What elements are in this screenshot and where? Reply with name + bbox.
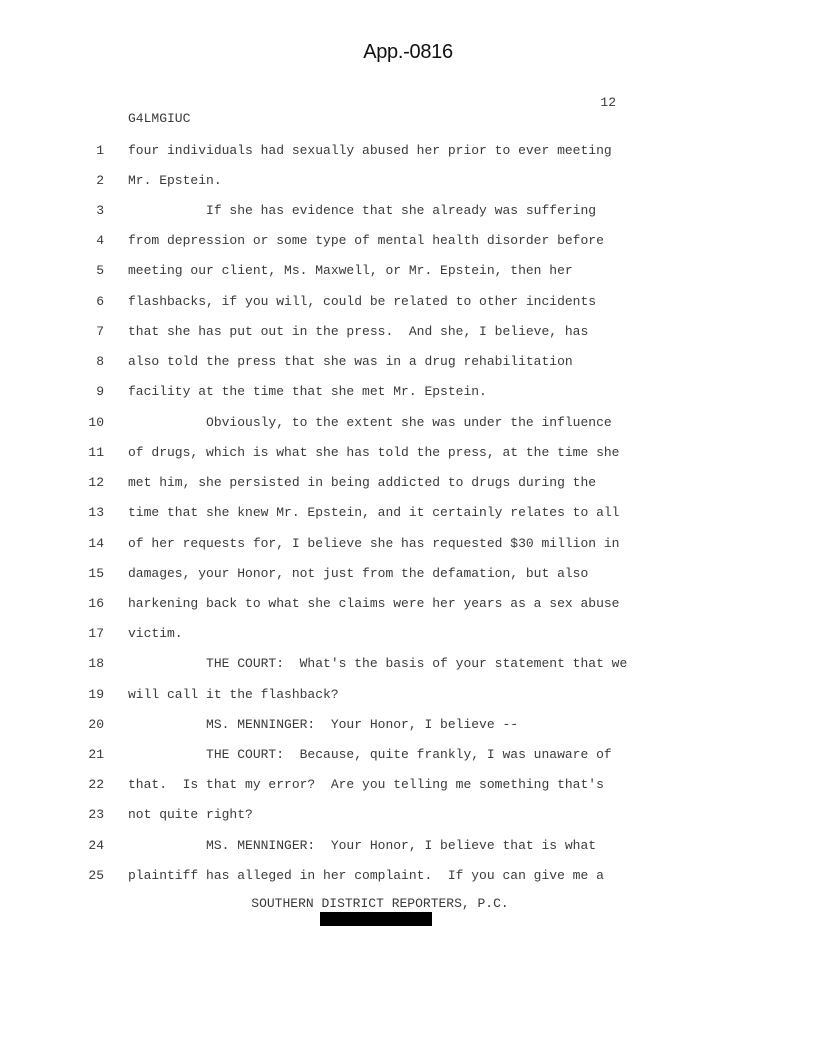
transcript-line xyxy=(0,747,816,765)
line-text: harkening back to what she claims were her years as a sex abuse xyxy=(128,596,620,611)
line-number: 17 xyxy=(88,626,104,641)
transcript-line xyxy=(0,233,816,251)
transcript-line xyxy=(0,868,816,886)
line-text: Mr. Epstein. xyxy=(128,173,222,188)
line-number: 14 xyxy=(88,536,104,551)
line-text: plaintiff has alleged in her complaint. If you can give me a xyxy=(128,868,604,883)
redaction-bar xyxy=(320,912,432,926)
line-number: 3 xyxy=(96,203,104,218)
transcript-line xyxy=(0,173,816,191)
exhibit-stamp: App.-0816 xyxy=(363,41,453,63)
line-number: 8 xyxy=(96,354,104,369)
line-text: THE COURT: What's the basis of your statement that we xyxy=(128,656,628,671)
transcript-line xyxy=(0,143,816,161)
line-number: 25 xyxy=(88,868,104,883)
transcript-line xyxy=(0,656,816,674)
transcript-line xyxy=(0,687,816,705)
line-text: four individuals had sexually abused her prior to ever meeting xyxy=(128,143,612,158)
transcript-line xyxy=(0,203,816,221)
line-text: facility at the time that she met Mr. Epstein. xyxy=(128,384,487,399)
transcript-line xyxy=(0,415,816,433)
line-text: will call it the flashback? xyxy=(128,687,339,702)
line-number: 16 xyxy=(88,596,104,611)
line-text: Obviously, to the extent she was under the influence xyxy=(128,415,612,430)
line-text: If she has evidence that she already was suffering xyxy=(128,203,597,218)
line-number: 23 xyxy=(88,807,104,822)
line-number: 24 xyxy=(88,838,104,853)
line-number: 18 xyxy=(88,656,104,671)
line-text: that she has put out in the press. And she, I believe, has xyxy=(128,324,589,339)
transcript-line xyxy=(0,505,816,523)
line-number: 11 xyxy=(88,445,104,460)
line-text: met him, she persisted in being addicted to drugs during the xyxy=(128,475,597,490)
page-number: 12 xyxy=(600,95,616,110)
transcript-line xyxy=(0,384,816,402)
transcript-line xyxy=(0,445,816,463)
line-number: 7 xyxy=(96,324,104,339)
line-text: flashbacks, if you will, could be related to other incidents xyxy=(128,294,597,309)
line-number: 9 xyxy=(96,384,104,399)
line-number: 21 xyxy=(88,747,104,762)
line-text: MS. MENNINGER: Your Honor, I believe that is what xyxy=(128,838,597,853)
transcript-line xyxy=(0,626,816,644)
line-number: 5 xyxy=(96,263,104,278)
line-text: THE COURT: Because, quite frankly, I was unaware of xyxy=(128,747,612,762)
line-number: 6 xyxy=(96,294,104,309)
reporter-footer: SOUTHERN DISTRICT REPORTERS, P.C. xyxy=(251,896,509,911)
line-number: 22 xyxy=(88,777,104,792)
line-text: that. Is that my error? Are you telling me something that's xyxy=(128,777,604,792)
transcript-line xyxy=(0,807,816,825)
transcript-line xyxy=(0,475,816,493)
line-text: time that she knew Mr. Epstein, and it certainly relates to all xyxy=(128,505,620,520)
line-number: 10 xyxy=(88,415,104,430)
transcript-line xyxy=(0,838,816,856)
line-text: victim. xyxy=(128,626,183,641)
line-text: from depression or some type of mental health disorder before xyxy=(128,233,604,248)
transcript-line xyxy=(0,294,816,312)
line-text: of drugs, which is what she has told the press, at the time she xyxy=(128,445,620,460)
transcript-line xyxy=(0,596,816,614)
line-number: 20 xyxy=(88,717,104,732)
transcript-line xyxy=(0,536,816,554)
line-number: 12 xyxy=(88,475,104,490)
transcript-code: G4LMGIUC xyxy=(128,111,191,126)
line-number: 15 xyxy=(88,566,104,581)
transcript-line xyxy=(0,777,816,795)
transcript-line xyxy=(0,324,816,342)
transcript-line xyxy=(0,263,816,281)
line-text: also told the press that she was in a drug rehabilitation xyxy=(128,354,573,369)
line-number: 4 xyxy=(96,233,104,248)
line-text: not quite right? xyxy=(128,807,253,822)
transcript-line xyxy=(0,566,816,584)
line-number: 2 xyxy=(96,173,104,188)
line-text: MS. MENNINGER: Your Honor, I believe -- xyxy=(128,717,519,732)
line-text: of her requests for, I believe she has requested $30 million in xyxy=(128,536,620,551)
transcript-line xyxy=(0,354,816,372)
transcript-line xyxy=(0,717,816,735)
line-text: damages, your Honor, not just from the defamation, but also xyxy=(128,566,589,581)
line-number: 19 xyxy=(88,687,104,702)
line-number: 1 xyxy=(96,143,104,158)
line-text: meeting our client, Ms. Maxwell, or Mr. Epstein, then her xyxy=(128,263,573,278)
line-number: 13 xyxy=(88,505,104,520)
